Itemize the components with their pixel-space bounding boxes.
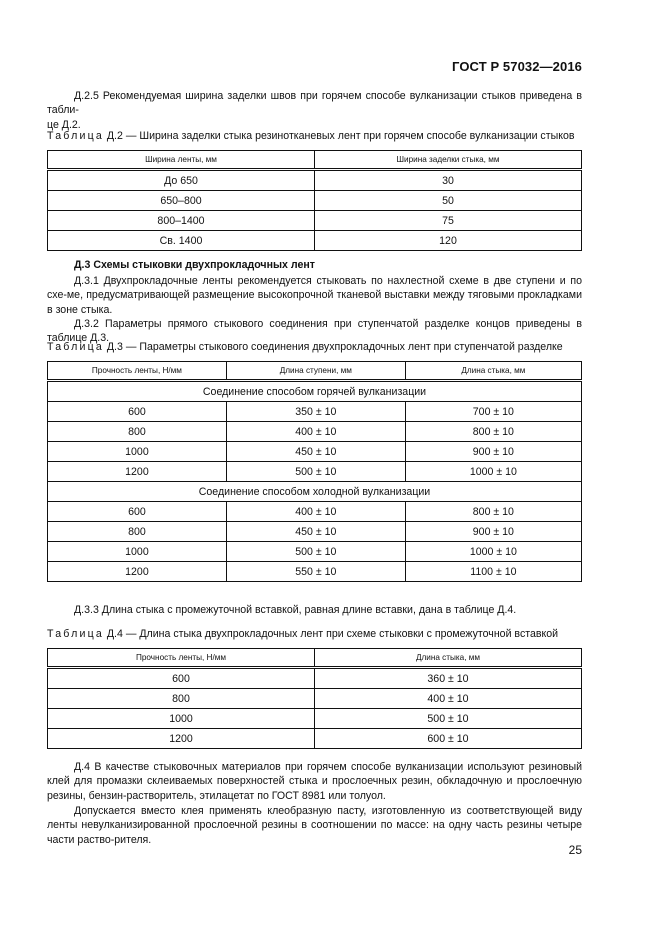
caption-label: Таблица [47,341,104,353]
table-cell: 800 [48,422,227,442]
table-group-row [48,381,582,402]
table-cell: 800–1400 [48,211,315,231]
table-cell: 450 ± 10 [226,442,405,462]
section-title-d3: Д.3 Схемы стыковки двухпрокладочных лент [74,259,315,271]
table-d2 [47,150,582,251]
table-cell: 900 ± 10 [405,442,581,462]
table-cell: 600 ± 10 [315,729,582,749]
caption-label: Таблица [47,628,104,640]
table-row [48,191,582,211]
table-header-row [48,649,582,668]
table-row [48,231,582,251]
table-cell: 600 [48,502,227,522]
table-cell: 1000 [48,542,227,562]
table-cell: 500 ± 10 [226,542,405,562]
table-row [48,729,582,749]
table-row [48,502,582,522]
table-cell: 350 ± 10 [226,402,405,422]
column-header: Длина стыка, мм [315,649,582,668]
table-cell: 800 ± 10 [405,502,581,522]
column-header: Длина стыка, мм [405,362,581,381]
table-cell: 1000 [48,709,315,729]
table-cell: 500 ± 10 [315,709,582,729]
table-cell: 650–800 [48,191,315,211]
table-cell: 1200 [48,562,227,582]
table-row [48,462,582,482]
table-d4-caption [47,627,558,641]
paragraph-d4-2-text: Допускается вместо клея применять клеобразную пасту, изготовленную из соответствующей виду ленты невулканизированной прослоечной резины в соотношении по массе: на одну часть резины четыре части раство-рителя. [47,805,582,846]
table-cell: 600 [48,668,315,689]
table-row [48,211,582,231]
table-cell: 120 [315,231,582,251]
table-cell: 30 [315,170,582,191]
table-d3 [47,361,582,582]
page-number: 25 [568,843,582,857]
table-cell: 1000 ± 10 [405,542,581,562]
table-cell: 450 ± 10 [226,522,405,542]
caption-text: Д.4 — Длина стыка двухпрокладочных лент при схеме стыковки с промежуточной вставкой [103,628,559,640]
table-cell: 500 ± 10 [226,462,405,482]
table-cell: 550 ± 10 [226,562,405,582]
table-row [48,709,582,729]
table-cell: 800 ± 10 [405,422,581,442]
column-header: Ширина заделки стыка, мм [315,151,582,170]
table-row [48,542,582,562]
table-cell: 1200 [48,729,315,749]
table-row [48,689,582,709]
paragraph-d33-text: Д.3.3 Длина стыка с промежуточной вставкой, равная длине вставки, дана в таблице Д.4. [74,604,517,616]
table-cell: 800 [48,522,227,542]
column-header: Длина ступени, мм [226,362,405,381]
paragraph-d31 [47,274,582,317]
table-row [48,170,582,191]
group-header-cold: Соединение способом холодной вулканизации [48,482,582,502]
table-cell: 1100 ± 10 [405,562,581,582]
table-row [48,562,582,582]
column-header: Прочность ленты, Н/мм [48,649,315,668]
table-cell: 900 ± 10 [405,522,581,542]
table-cell: 1000 [48,442,227,462]
table-row [48,422,582,442]
paragraph-d25-line2: це Д.2. [47,118,81,131]
table-row [48,442,582,462]
table-cell: 360 ± 10 [315,668,582,689]
table-row [48,522,582,542]
table-cell: 400 ± 10 [315,689,582,709]
paragraph-d4 [47,760,582,803]
table-cell: 1000 ± 10 [405,462,581,482]
table-cell: 400 ± 10 [226,422,405,442]
table-cell: 700 ± 10 [405,402,581,422]
paragraph-d32-text: Д.3.2 Параметры прямого стыкового соединения при ступенчатой разделке концов приведены в таблице Д.3. [47,318,582,345]
table-cell: До 650 [48,170,315,191]
document-id: ГОСТ Р 57032—2016 [452,59,582,74]
caption-label: Таблица [47,130,104,142]
table-cell: 1200 [48,462,227,482]
paragraph-d31-text: Д.3.1 Двухпрокладочные ленты рекомендуется стыковать по нахлестной схеме в две ступени и по схе-ме, предусматривающей размещение высокопрочной тканевой выставки между тяговыми прокладками в зоне стыка. [47,275,582,316]
table-cell: 600 [48,402,227,422]
caption-text: Д.3 — Параметры стыкового соединения двухпрокладочных лент при ступенчатой разделке [103,341,563,353]
paragraph-d4-2 [47,804,582,847]
table-row [48,668,582,689]
group-header-hot: Соединение способом горячей вулканизации [48,381,582,402]
table-cell: Св. 1400 [48,231,315,251]
table-row [48,402,582,422]
table-d3-caption [47,340,563,354]
caption-text: Д.2 — Ширина заделки стыка резинотканевых лент при горячем способе вулканизации стыков [103,130,575,142]
paragraph-d33 [47,603,582,617]
column-header: Ширина ленты, мм [48,151,315,170]
table-group-row [48,482,582,502]
paragraph-d25 [47,89,582,132]
table-cell: 400 ± 10 [226,502,405,522]
table-d4 [47,648,582,749]
table-d2-caption [47,129,574,143]
column-header: Прочность ленты, Н/мм [48,362,227,381]
table-cell: 800 [48,689,315,709]
table-cell: 75 [315,211,582,231]
table-cell: 50 [315,191,582,211]
table-header-row [48,151,582,170]
paragraph-d4-text: Д.4 В качестве стыковочных материалов при горячем способе вулканизации используют резиновый клей для промазки склеиваемых поверхностей стыка и прослоечных резин, обкладочную и прослоечную резины, бензин-растворитель, этилацетат по ГОСТ 8981 или толуол. [47,761,582,802]
table-header-row [48,362,582,381]
paragraph-d25-line1: Д.2.5 Рекомендуемая ширина заделки швов при горячем способе вулканизации стыков приведена в табли- [47,90,582,117]
